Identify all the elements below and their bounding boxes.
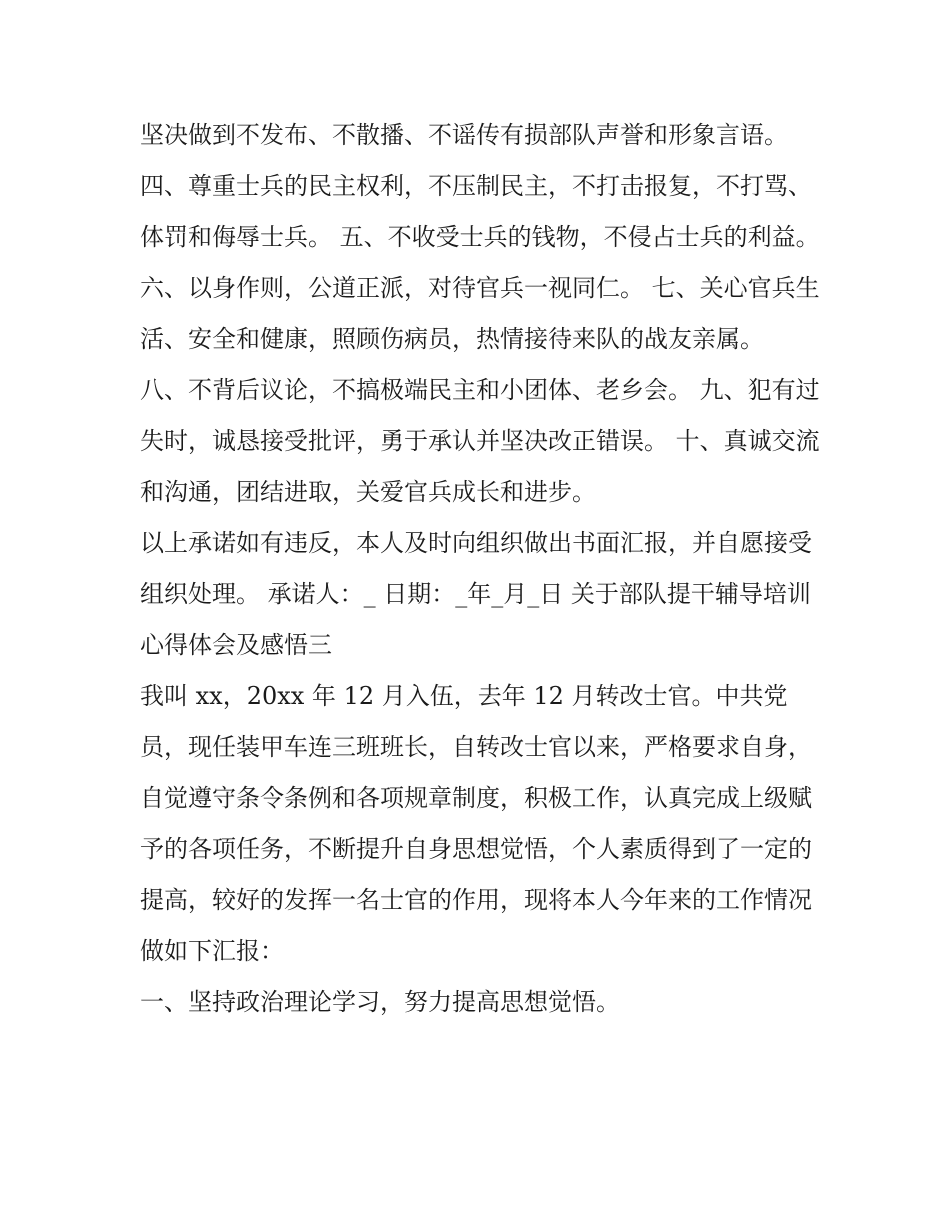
paragraph-7: 一、坚持政治理论学习，努力提高思想觉悟。 — [140, 988, 620, 1016]
paragraph-4: 八、不背后议论，不搞极端民主和小团体、老乡会。 九、犯有过失时，诚恳接受批评，勇于承认并坚决改正错误。 十、真诚交流和沟通，团结进取，关爱官兵成长和进步。 — [140, 376, 820, 506]
document-body — [140, 110, 820, 1028]
paragraph-1: 坚决做到不发布、不散播、不谣传有损部队声誉和形象言语。 — [140, 121, 788, 149]
paragraph-5: 以上承诺如有违反，本人及时向组织做出书面汇报，并自愿接受组织处理。 承诺人：_ 日期：_年_月_日 关于部队提干辅导培训心得体会及感悟三 — [140, 529, 812, 659]
paragraph-2: 四、尊重士兵的民主权利，不压制民主，不打击报复，不打骂、体罚和侮辱士兵。 五、不收受士兵的钱物，不侵占士兵的利益。 — [140, 172, 820, 251]
paragraph-3: 六、以身作则，公道正派，对待官兵一视同仁。 七、关心官兵生活、安全和健康，照顾伤病员，热情接待来队的战友亲属。 — [140, 274, 820, 353]
paragraph-6: 我叫 xx，20xx 年 12 月入伍，去年 12 月转改士官。中共党员，现任装甲车连三班班长，自转改士官以来，严格要求自身，自觉遵守条令条例和各项规章制度，积极工作，认真完成上级赋予的各项任务，不断提升自身思想觉悟，个人素质得到了一定的提高，较好的发挥一名士官的作用，现将本人今年来的工作情况做如下汇报： — [140, 682, 812, 965]
